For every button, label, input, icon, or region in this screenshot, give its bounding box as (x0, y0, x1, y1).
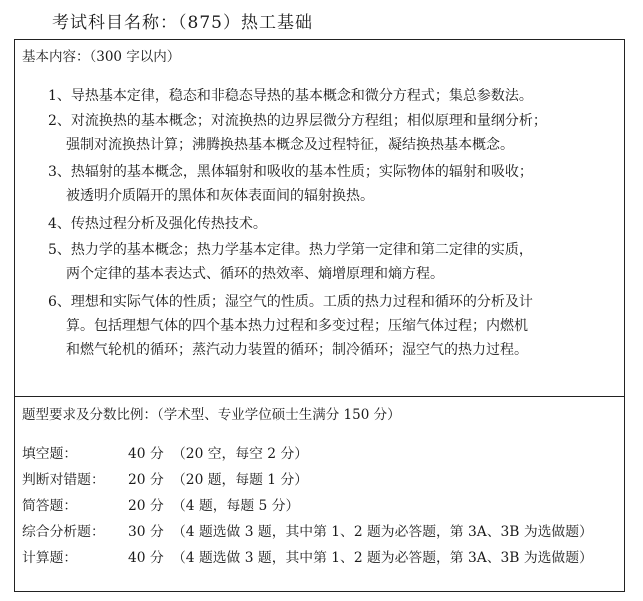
basic-content-box (14, 39, 625, 397)
question-points: 20 分 (128, 472, 164, 488)
question-type: 综合分析题： (22, 524, 105, 540)
question-detail: （4 题选做 3 题，其中第 1、2 题为必答题，第 3A、3B 为选做题） (172, 550, 593, 566)
question-detail: （20 空，每空 2 分） (172, 446, 309, 462)
content-item-line: 6、理想和实际气体的性质；湿空气的性质。工质的热力过程和循环的分析及计 (48, 294, 533, 310)
content-item-4 (48, 212, 616, 236)
score-requirements-header: 题型要求及分数比例：（学术型、专业学位硕士生满分 150 分） (22, 407, 401, 423)
content-item-line: 5、热力学的基本概念；热力学基本定律。热力学第一定律和第二定律的实质， (48, 242, 533, 258)
question-points: 30 分 (128, 524, 164, 540)
score-requirements-box (14, 396, 625, 592)
question-detail: （4 题，每题 5 分） (172, 498, 300, 514)
question-points: 40 分 (128, 446, 164, 462)
content-item-line: 算。包括理想气体的四个基本热力过程和多变过程；压缩气体过程；内燃机 (66, 318, 528, 334)
question-type: 简答题： (22, 498, 78, 514)
content-item-line: 2、对流换热的基本概念；对流换热的边界层微分方程组；相似原理和量纲分析； (48, 113, 547, 129)
question-points: 20 分 (128, 498, 164, 514)
content-item-line: 1、导热基本定律，稳态和非稳态导热的基本概念和微分方程式；集总参数法。 (48, 88, 533, 104)
content-item-line: 强制对流换热计算；沸腾换热基本概念及过程特征，凝结换热基本概念。 (66, 137, 514, 153)
content-item-line: 被透明介质隔开的黑体和灰体表面间的辐射换热。 (66, 188, 374, 204)
content-item-5 (48, 238, 616, 286)
content-item-3 (48, 160, 616, 208)
exam-subject-title: 考试科目名称：（875）热工基础 (52, 13, 313, 33)
content-item-line: 和燃气轮机的循环；蒸汽动力装置的循环；制冷循环；湿空气的热力过程。 (66, 342, 528, 358)
question-detail: （20 题，每题 1 分） (172, 472, 309, 488)
question-type: 判断对错题： (22, 472, 105, 488)
question-points: 40 分 (128, 550, 164, 566)
content-item-6 (48, 290, 616, 362)
basic-content-header: 基本内容：（300 字以内） (22, 49, 181, 65)
question-detail: （4 题选做 3 题，其中第 1、2 题为必答题，第 3A、3B 为选做题） (172, 524, 593, 540)
content-item-line: 3、热辐射的基本概念，黑体辐射和吸收的基本性质；实际物体的辐射和吸收； (48, 164, 533, 180)
content-item-line: 两个定律的基本表达式、循环的热效率、熵增原理和熵方程。 (66, 266, 444, 282)
question-type: 计算题： (22, 550, 78, 566)
question-type: 填空题： (22, 446, 78, 462)
content-item-2 (48, 109, 616, 157)
content-item-line: 4、传热过程分析及强化传热技术。 (48, 216, 267, 232)
content-item-1 (48, 84, 616, 108)
